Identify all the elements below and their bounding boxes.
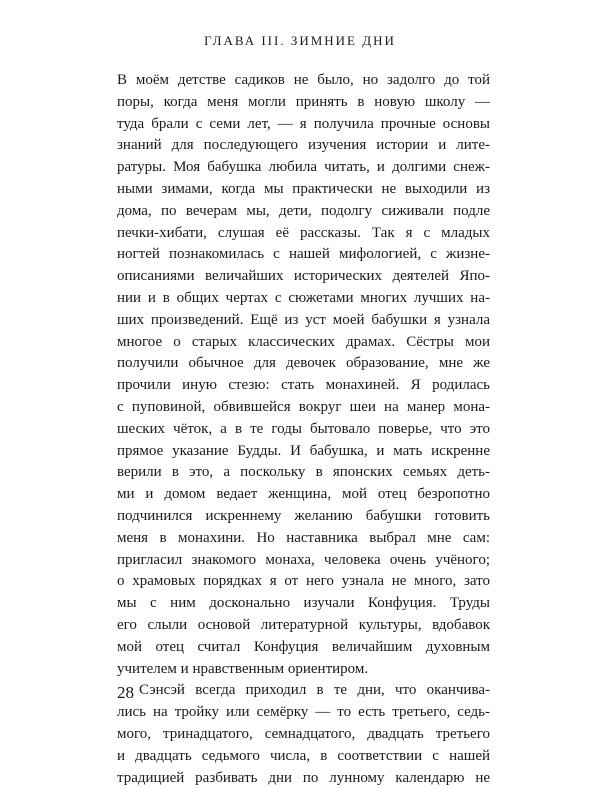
text-line: получили обычное для девочек образование, мне же bbox=[117, 353, 490, 375]
text-line: меня в монахини. Но наставника выбрал мне сам: bbox=[117, 528, 490, 550]
text-line: прочили иную стезю: стать монахиней. Я родилась bbox=[117, 375, 490, 397]
text-line: В моём детстве садиков не было, но задолго до той bbox=[117, 70, 490, 92]
text-line: с пуповиной, обвившейся вокруг шеи на манер мона- bbox=[117, 397, 490, 419]
text-line: ших произведений. Ещё из уст моей бабушки я узнала bbox=[117, 310, 490, 332]
text-line: учителем и нравственным ориентиром. bbox=[117, 659, 490, 681]
text-line: прямое указание Будды. И бабушка, и мать искренне bbox=[117, 441, 490, 463]
text-line: поры, когда меня могли принять в новую школу — bbox=[117, 92, 490, 114]
text-line: и двадцать седьмого числа, в соответствии с нашей bbox=[117, 746, 490, 768]
text-line: его слыли основой литературной культуры, вдобавок bbox=[117, 615, 490, 637]
text-line: знаний для последующего изучения истории и лите- bbox=[117, 135, 490, 157]
text-line: многое о старых классических драмах. Сёстры мои bbox=[117, 332, 490, 354]
text-line: традицией разбивать дни по лунному календарю не bbox=[117, 768, 490, 789]
text-line: ми и домом ведает женщина, мой отец безропотно bbox=[117, 484, 490, 506]
body-text bbox=[117, 70, 490, 789]
text-line: нии и в общих чертах с сюжетами многих лучших на- bbox=[117, 288, 490, 310]
text-line: шеских чёток, а в те годы бытовало поверье, что это bbox=[117, 419, 490, 441]
text-line: пригласил знакомого монаха, человека очень учёного; bbox=[117, 550, 490, 572]
text-line: подчинился искреннему желанию бабушки готовить bbox=[117, 506, 490, 528]
running-head: ГЛАВА III. ЗИМНИЕ ДНИ bbox=[0, 33, 600, 49]
text-line: Сэнсэй всегда приходил в те дни, что оканчива- bbox=[117, 680, 490, 702]
text-line: описаниями величайших исторических деятелей Япо- bbox=[117, 266, 490, 288]
text-line: верили в это, а поскольку в японских семьях деть- bbox=[117, 462, 490, 484]
text-line: мого, тринадцатого, семнадцатого, двадцать третьего bbox=[117, 724, 490, 746]
text-line: печки-хибати, слушая её рассказы. Так я с младых bbox=[117, 223, 490, 245]
text-line: мы с ним досконально изучали Конфуция. Труды bbox=[117, 593, 490, 615]
text-line: ными зимами, когда мы практически не выходили из bbox=[117, 179, 490, 201]
text-line: дома, по вечерам мы, дети, подолгу сиживали подле bbox=[117, 201, 490, 223]
text-line: о храмовых порядках я от него узнала не много, зато bbox=[117, 571, 490, 593]
text-line: мой отец считал Конфуция величайшим духовным bbox=[117, 637, 490, 659]
text-line: ногтей познакомилась с нашей мифологией, с жизне- bbox=[117, 244, 490, 266]
paragraph bbox=[117, 680, 490, 789]
page-number: 28 bbox=[117, 683, 134, 703]
text-line: лись на тройку или семёрку — то есть третьего, седь- bbox=[117, 702, 490, 724]
text-line: ратуры. Моя бабушка любила читать, и долгими снеж- bbox=[117, 157, 490, 179]
paragraph bbox=[117, 70, 490, 680]
text-line: туда брали с семи лет, — я получила прочные основы bbox=[117, 114, 490, 136]
